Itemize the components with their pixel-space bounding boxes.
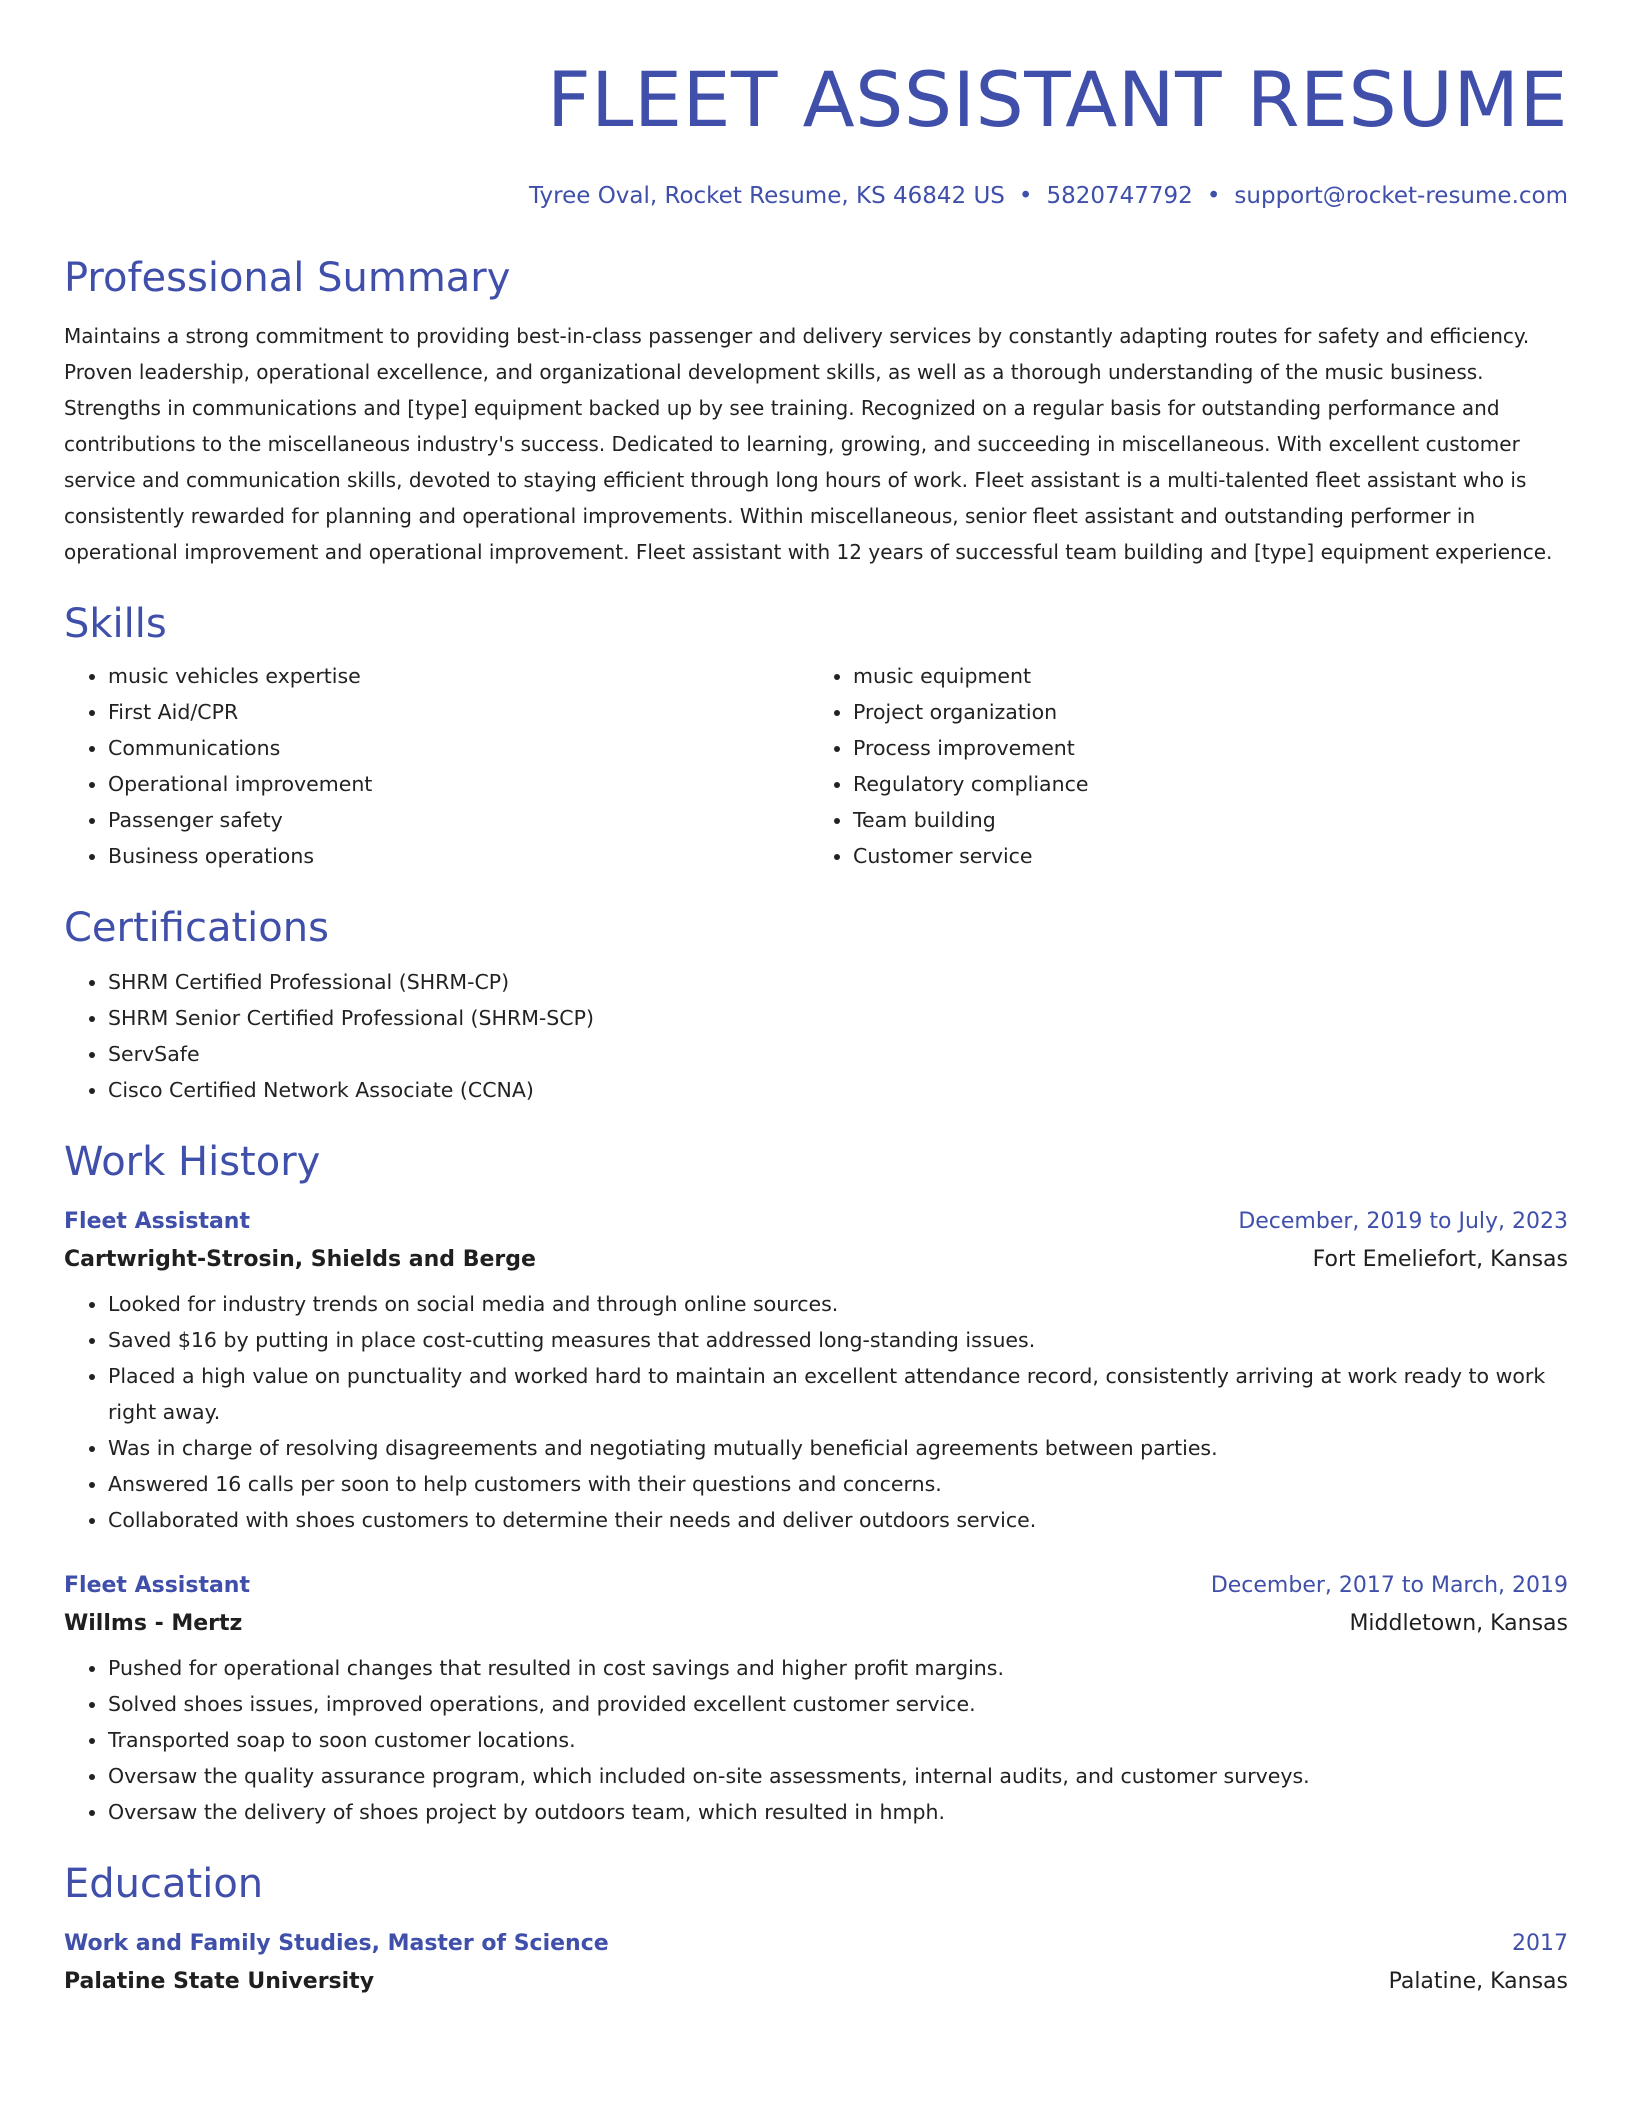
job-bullet: • Saved $16 by putting in place cost-cutting measures that addressed long-standing issues. xyxy=(108,1322,1568,1358)
skill-item: • Communications xyxy=(108,730,823,766)
certifications-list xyxy=(64,964,1568,1108)
resume-title: FLEET ASSISTANT RESUME xyxy=(546,55,1568,144)
job-bullet: • Placed a high value on punctuality and worked hard to maintain an excellent attendance record, consistently arriving at work ready to work right away. xyxy=(108,1358,1568,1430)
resume-header xyxy=(64,52,1568,212)
work-history-section xyxy=(64,1136,1568,1830)
job-dates: December, 2017 to March, 2019 xyxy=(1210,1573,1568,1598)
skill-item: • music vehicles expertise xyxy=(108,658,823,694)
job-company: Cartwright-Strosin, Shields and Berge xyxy=(64,1247,536,1272)
summary-heading: Professional Summary xyxy=(64,255,511,301)
skill-item: • Passenger safety xyxy=(108,802,823,838)
education-degree: Work and Family Studies, Master of Science xyxy=(64,1931,609,1956)
skills-grid xyxy=(64,658,1568,874)
job-title-row xyxy=(64,1568,1568,1604)
job-title-row xyxy=(64,1204,1568,1240)
job-title: Fleet Assistant xyxy=(64,1573,250,1598)
certification-item: • SHRM Certified Professional (SHRM-CP) xyxy=(108,964,1568,1000)
job-bullet: • Oversaw the quality assurance program, which included on-site assessments, internal audits, and customer surveys. xyxy=(108,1758,1568,1794)
skill-item: • Customer service xyxy=(853,838,1568,874)
contact-email: support@rocket-resume.com xyxy=(1234,183,1568,209)
job-company-row xyxy=(64,1240,1568,1280)
summary-text: Maintains a strong commitment to providing best-in-class passenger and delivery services by constantly adapting routes for safety and efficiency. Proven leadership, operational excellence, and organizational development skills, as well as a thorough understanding of the music business. Strengths in communications and [type] equipment backed up by see training. Recognized on a regular basis for outstanding performance and contributions to the miscellaneous industry's success. Dedicated to learning, growing, and succeeding in miscellaneous. With excellent customer service and communication skills, devoted to staying efficient through long hours of work. Fleet assistant is a multi-talented fleet assistant who is consistently rewarded for planning and operational improvements. Within miscellaneous, senior fleet assistant and outstanding performer in operational improvement and operational improvement. Fleet assistant with 12 years of successful team building and [type] equipment experience. xyxy=(64,324,1553,564)
certifications-heading: Certifications xyxy=(64,905,329,951)
education-school: Palatine State University xyxy=(64,1969,375,1994)
certification-item: • ServSafe xyxy=(108,1036,1568,1072)
education-school-row xyxy=(64,1962,1568,2002)
education-section xyxy=(64,1858,1568,2002)
contact-phone: 5820747792 xyxy=(1046,183,1193,209)
skill-item: • Regulatory compliance xyxy=(853,766,1568,802)
skill-item: • Operational improvement xyxy=(108,766,823,802)
job-bullet: • Oversaw the delivery of shoes project by outdoors team, which resulted in hmph. xyxy=(108,1794,1568,1830)
education-location: Palatine, Kansas xyxy=(1388,1969,1568,1994)
job-bullet: • Pushed for operational changes that resulted in cost savings and higher profit margins. xyxy=(108,1650,1568,1686)
certifications-section xyxy=(64,902,1568,1108)
job-location: Fort Emeliefort, Kansas xyxy=(1312,1247,1568,1272)
job-company: Willms - Mertz xyxy=(64,1611,243,1636)
education-heading: Education xyxy=(64,1861,264,1907)
education-entry xyxy=(64,1926,1568,2002)
education-year: 2017 xyxy=(1512,1931,1568,1956)
contact-address: Tyree Oval, Rocket Resume, KS 46842 US xyxy=(529,183,1005,209)
job-bullet: • Looked for industry trends on social media and through online sources. xyxy=(108,1286,1568,1322)
job-bullets xyxy=(64,1286,1568,1538)
job-entry xyxy=(64,1568,1568,1830)
job-bullet: • Solved shoes issues, improved operations, and provided excellent customer service. xyxy=(108,1686,1568,1722)
skill-item: • Process improvement xyxy=(853,730,1568,766)
education-degree-row xyxy=(64,1926,1568,1962)
certification-item: • SHRM Senior Certified Professional (SHRM-SCP) xyxy=(108,1000,1568,1036)
skill-item: • Business operations xyxy=(108,838,823,874)
job-title: Fleet Assistant xyxy=(64,1209,250,1234)
skill-item: • music equipment xyxy=(853,658,1568,694)
contact-separator: • xyxy=(1206,183,1221,209)
job-bullets xyxy=(64,1650,1568,1830)
job-bullet: • Was in charge of resolving disagreements and negotiating mutually beneficial agreements between parties. xyxy=(108,1430,1568,1466)
job-company-row xyxy=(64,1604,1568,1644)
contact-separator: • xyxy=(1018,183,1033,209)
job-location: Middletown, Kansas xyxy=(1349,1611,1568,1636)
skills-section xyxy=(64,598,1568,874)
skill-item: • Project organization xyxy=(853,694,1568,730)
job-bullet: • Answered 16 calls per soon to help customers with their questions and concerns. xyxy=(108,1466,1568,1502)
job-entry xyxy=(64,1204,1568,1538)
work-history-heading: Work History xyxy=(64,1139,321,1185)
job-bullet: • Collaborated with shoes customers to determine their needs and deliver outdoors service. xyxy=(108,1502,1568,1538)
contact-line xyxy=(64,180,1568,212)
skill-item: • Team building xyxy=(853,802,1568,838)
skill-item: • First Aid/CPR xyxy=(108,694,823,730)
job-bullet: • Transported soap to soon customer locations. xyxy=(108,1722,1568,1758)
skills-list-left xyxy=(64,658,823,874)
skills-heading: Skills xyxy=(64,601,167,647)
certification-item: • Cisco Certified Network Associate (CCNA) xyxy=(108,1072,1568,1108)
job-dates: December, 2019 to July, 2023 xyxy=(1238,1209,1568,1234)
skills-list-right xyxy=(823,658,1568,874)
